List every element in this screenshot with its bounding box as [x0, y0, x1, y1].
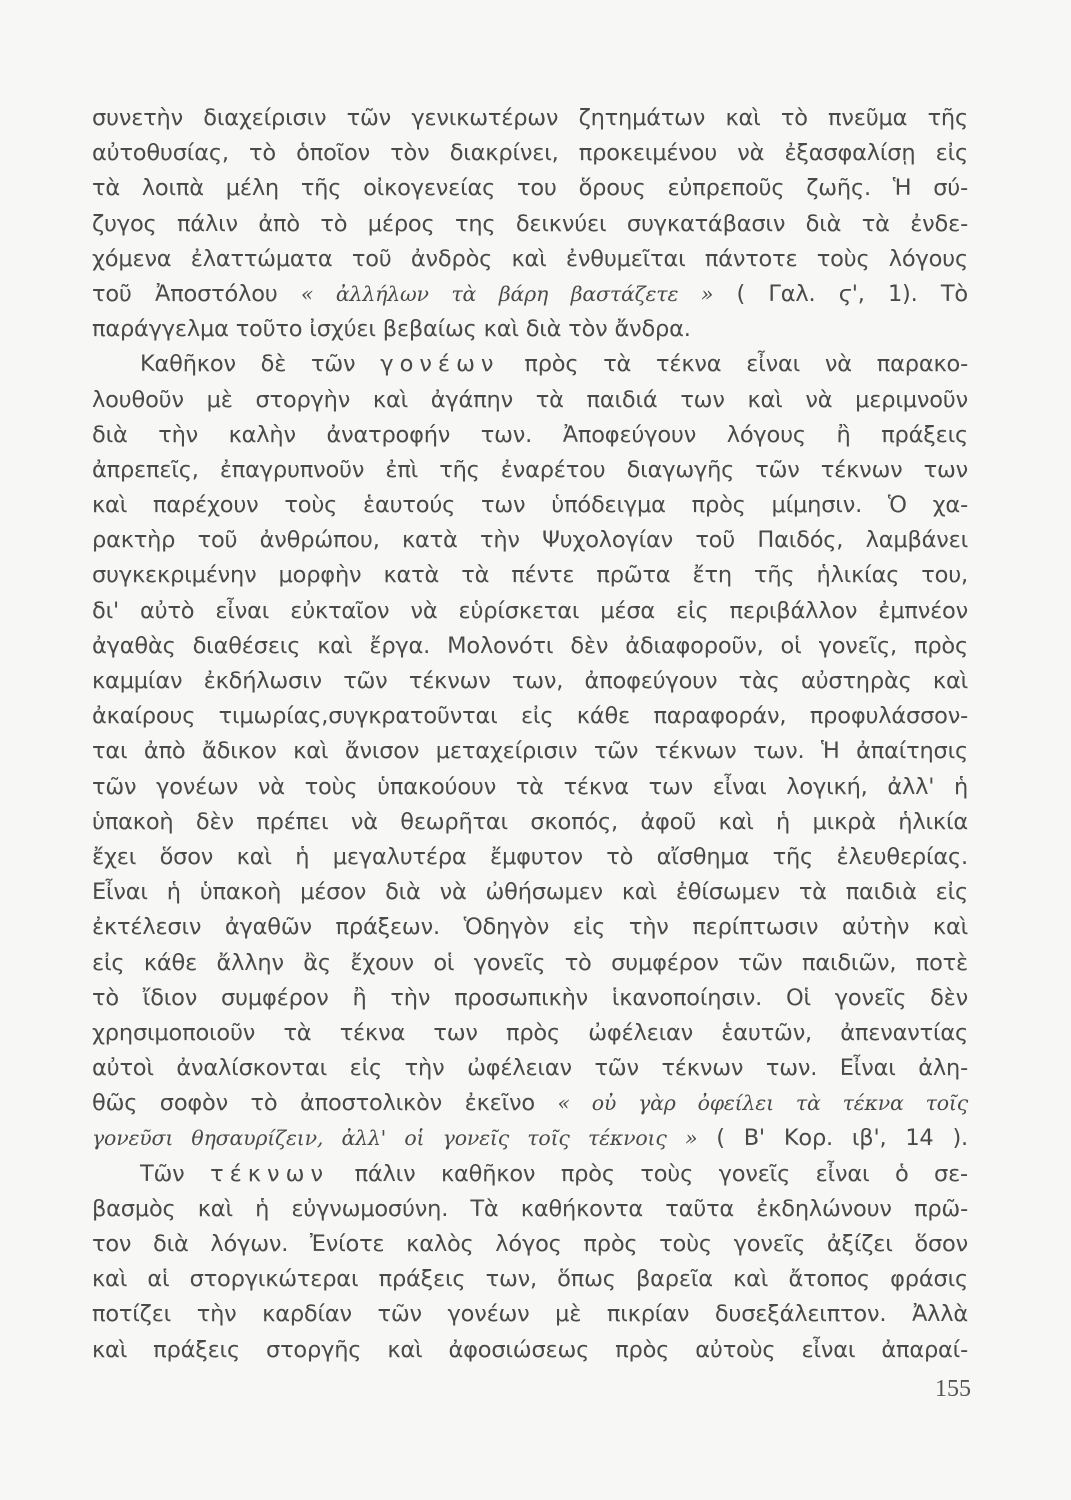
- text-segment: ται ἀπὸ ἄδικον καὶ ἄνισον μεταχείρισιν τῶν τέκνων των. Ἡ ἀπαίτησις: [92, 738, 968, 765]
- text-segment: καὶ αἱ στοργικώτεραι πράξεις των, ὅπως βαρεῖα καὶ ἄτοπος φράσις: [92, 1266, 968, 1293]
- text-segment: χόμενα ἐλαττώματα τοῦ ἀνδρὸς καὶ ἐνθυμεῖται πάντοτε τοὺς λόγους: [92, 245, 968, 272]
- text-line-content: [140, 1157, 968, 1192]
- text-line: [92, 1333, 968, 1368]
- page-number: 155: [935, 1376, 971, 1402]
- text-segment: ( Γαλ. ϛ', 1). Τὸ: [713, 280, 968, 307]
- text-segment: θῶς σοφὸν τὸ ἀποστολικὸν ἐκεῖνο: [92, 1090, 558, 1117]
- text-line: [92, 418, 968, 453]
- text-line-content: [92, 1262, 968, 1297]
- text-segment: ρακτὴρ τοῦ ἀνθρώπου, κατὰ τὴν Ψυχολογίαν τοῦ Παιδός, λαμβάνει: [92, 527, 968, 554]
- text-line-content: [92, 277, 968, 312]
- text-line-content: [92, 734, 968, 769]
- text-segment: τῶν γονέων νὰ τοὺς ὑπακούουν τὰ τέκνα των εἶναι λογική, ἀλλ' ἡ: [92, 773, 968, 800]
- text-line: [92, 1227, 968, 1262]
- text-segment: εἰς κάθε ἄλλην ἂς ἔχουν οἱ γονεῖς τὸ συμφέρον τῶν παιδιῶν, ποτὲ: [92, 949, 968, 976]
- text-segment: Εἶναι ἡ ὑπακοὴ μέσον διὰ νὰ ὠθήσωμεν καὶ ἐθίσωμεν τὰ παιδιὰ εἰς: [92, 879, 968, 906]
- text-segment: χρησιμοποιοῦν τὰ τέκνα των πρὸς ὠφέλειαν ἑαυτῶν, ἀπεναντίας: [92, 1019, 968, 1046]
- text-segment: ἔχει ὅσον καὶ ἡ μεγαλυτέρα ἔμφυτον τὸ αἴσθημα τῆς ἐλευθερίας.: [92, 843, 968, 870]
- text-line: [92, 734, 968, 769]
- text-segment: καὶ πράξεις στοργῆς καὶ ἀφοσιώσεως πρὸς αὐτοὺς εἶναι ἀπαραί-: [92, 1336, 968, 1363]
- text-segment: τοῦ Ἀποστόλου: [92, 280, 301, 307]
- text-line-content: [92, 418, 968, 453]
- text-line-content: [92, 453, 968, 488]
- text-segment: παράγγελμα τοῦτο ἰσχύει βεβαίως καὶ διὰ τὸν ἄνδρα.: [92, 316, 691, 343]
- text-segment: συγκεκριμένην μορφὴν κατὰ τὰ πέντε πρῶτα ἔτη τῆς ἡλικίας του,: [92, 562, 968, 589]
- text-line: [92, 1262, 968, 1297]
- text-line: [92, 1297, 968, 1332]
- text-line: [92, 488, 968, 523]
- text-line: [92, 1016, 968, 1051]
- text-line-content: [92, 523, 968, 558]
- text-line: [92, 875, 968, 910]
- text-line: [92, 171, 968, 206]
- quotation: γονεῦσι θησαυρίζειν, ἀλλ' οἱ γονεῖς τοῖς τέκνοις »: [92, 1126, 698, 1151]
- text-line-content: [92, 1086, 968, 1121]
- text-line-content: [92, 1121, 968, 1156]
- text-line-content: [92, 1227, 968, 1262]
- text-segment: πάλιν καθῆκον πρὸς τοὺς γονεῖς εἶναι ὁ σε-: [329, 1160, 968, 1187]
- text-line: [92, 277, 968, 312]
- text-line-content: [92, 699, 968, 734]
- text-segment: ἀκαίρους τιμωρίας,συγκρατοῦνται εἰς κάθε παραφοράν, προφυλάσσον-: [92, 703, 968, 730]
- text-line-content: [92, 171, 968, 206]
- text-line-content: [92, 981, 968, 1016]
- text-line-content: [92, 664, 968, 699]
- text-line-content: [92, 312, 968, 347]
- page-body-text: [92, 101, 968, 1368]
- text-segment: ποτίζει τὴν καρδίαν τῶν γονέων μὲ πικρίαν δυσεξάλειπτον. Ἀλλὰ: [92, 1301, 968, 1328]
- text-segment: τὰ λοιπὰ μέλη τῆς οἰκογενείας του ὅρους εὐπρεποῦς ζωῆς. Ἡ σύ-: [92, 175, 968, 202]
- text-line: [92, 699, 968, 734]
- text-segment: ἀγαθὰς διαθέσεις καὶ ἔργα. Μολονότι δὲν ἀδιαφοροῦν, οἱ γονεῖς, πρὸς: [92, 632, 968, 659]
- text-line: [92, 136, 968, 171]
- text-line: [92, 1157, 968, 1192]
- text-line-content: [92, 136, 968, 171]
- text-line: [92, 1192, 968, 1227]
- text-line: [92, 558, 968, 593]
- text-line-content: [92, 488, 968, 523]
- text-line: [92, 629, 968, 664]
- text-line-content: [92, 1051, 968, 1086]
- text-segment: λουθοῦν μὲ στοργὴν καὶ ἀγάπην τὰ παιδιά των καὶ νὰ μεριμνοῦν: [92, 386, 968, 413]
- text-segment: τον διὰ λόγων. Ἐνίοτε καλὸς λόγος πρὸς τοὺς γονεῖς ἀξίζει ὅσον: [92, 1231, 968, 1257]
- text-line: [92, 242, 968, 277]
- text-segment: ὑπακοὴ δὲν πρέπει νὰ θεωρῆται σκοπός, ἀφοῦ καὶ ἡ μικρὰ ἡλικία: [92, 808, 968, 835]
- text-line: [92, 805, 968, 840]
- quotation: « ἀλλήλων τὰ βάρη βαστάζετε »: [300, 281, 714, 306]
- text-segment: αὐτοὶ ἀναλίσκονται εἰς τὴν ὠφέλειαν τῶν τέκνων των. Εἶναι ἀλη-: [92, 1055, 968, 1082]
- text-line-content: [92, 770, 968, 805]
- emphasized-term: τέκνων: [210, 1160, 330, 1187]
- text-line-content: [92, 242, 968, 277]
- text-line-content: [92, 805, 968, 840]
- text-line: [92, 946, 968, 981]
- text-segment: τὸ ἴδιον συμφέρον ἢ τὴν προσωπικὴν ἱκανοποίησιν. Οἱ γονεῖς δὲν: [92, 984, 968, 1011]
- text-line-content: [92, 594, 968, 629]
- text-segment: ζυγος πάλιν ἀπὸ τὸ μέρος της δεικνύει συγκατάβασιν διὰ τὰ ἐνδε-: [92, 210, 968, 237]
- text-segment: ἀπρεπεῖς, ἐπαγρυπνοῦν ἐπὶ τῆς ἐναρέτου διαγωγῆς τῶν τέκνων των: [92, 456, 968, 483]
- text-line: [92, 101, 968, 136]
- text-line: [92, 594, 968, 629]
- text-line-content: [92, 383, 968, 418]
- text-line-content: [92, 840, 968, 875]
- text-line-content: [92, 875, 968, 910]
- text-line: [92, 383, 968, 418]
- text-line-content: [92, 1016, 968, 1051]
- text-segment: δι' αὐτὸ εἶναι εὐκταῖον νὰ εὑρίσκεται μέσα εἰς περιβάλλον ἐμπνέον: [92, 597, 968, 624]
- text-line: [92, 910, 968, 945]
- text-line: [92, 840, 968, 875]
- text-line: [92, 453, 968, 488]
- text-line-content: [92, 1192, 968, 1227]
- quotation: « οὐ γὰρ ὀφείλει τὰ τέκνα τοῖς: [557, 1091, 968, 1116]
- text-line-content: [92, 1333, 968, 1368]
- text-line: [92, 664, 968, 699]
- text-line: [92, 1051, 968, 1086]
- text-line: [92, 770, 968, 805]
- text-segment: Τῶν: [140, 1160, 211, 1187]
- text-segment: βασμὸς καὶ ἡ εὐγνωμοσύνη. Τὰ καθήκοντα ταῦτα ἐκδηλώνουν πρῶ-: [92, 1195, 968, 1222]
- text-segment: ( Β' Κορ. ιβ', 14 ).: [697, 1125, 968, 1152]
- text-line: [92, 1121, 968, 1156]
- text-line-content: [92, 1297, 968, 1332]
- text-line: [92, 1086, 968, 1121]
- text-segment: αὐτοθυσίας, τὸ ὁποῖον τὸν διακρίνει, προκειμένου νὰ ἐξασφαλίσῃ εἰς: [92, 140, 968, 167]
- text-line: [92, 981, 968, 1016]
- text-line-content: [92, 101, 968, 136]
- text-line-content: [140, 347, 968, 382]
- text-segment: διὰ τὴν καλὴν ἀνατροφήν των. Ἀποφεύγουν λόγους ἢ πράξεις: [92, 421, 968, 448]
- text-segment: ἐκτέλεσιν ἀγαθῶν πράξεων. Ὁδηγὸν εἰς τὴν περίπτωσιν αὐτὴν καὶ: [92, 914, 968, 941]
- text-line-content: [92, 207, 968, 242]
- text-segment: συνετὴν διαχείρισιν τῶν γενικωτέρων ζητημάτων καὶ τὸ πνεῦμα τῆς: [92, 105, 968, 131]
- text-segment: καμμίαν ἐκδήλωσιν τῶν τέκνων των, ἀποφεύγουν τὰς αὐστηρὰς καὶ: [92, 668, 968, 694]
- text-line-content: [92, 946, 968, 981]
- text-segment: Καθῆκον δὲ τῶν: [140, 351, 381, 378]
- text-line: [92, 207, 968, 242]
- text-line-content: [92, 910, 968, 945]
- text-line: [92, 312, 968, 347]
- text-segment: πρὸς τὰ τέκνα εἶναι νὰ παρακο-: [499, 351, 968, 378]
- text-line-content: [92, 629, 968, 664]
- text-line-content: [92, 558, 968, 593]
- text-segment: καὶ παρέχουν τοὺς ἑαυτούς των ὑπόδειγμα πρὸς μίμησιν. Ὁ χα-: [92, 492, 968, 519]
- text-line: [92, 347, 968, 382]
- emphasized-term: γονέων: [380, 351, 500, 378]
- text-line: [92, 523, 968, 558]
